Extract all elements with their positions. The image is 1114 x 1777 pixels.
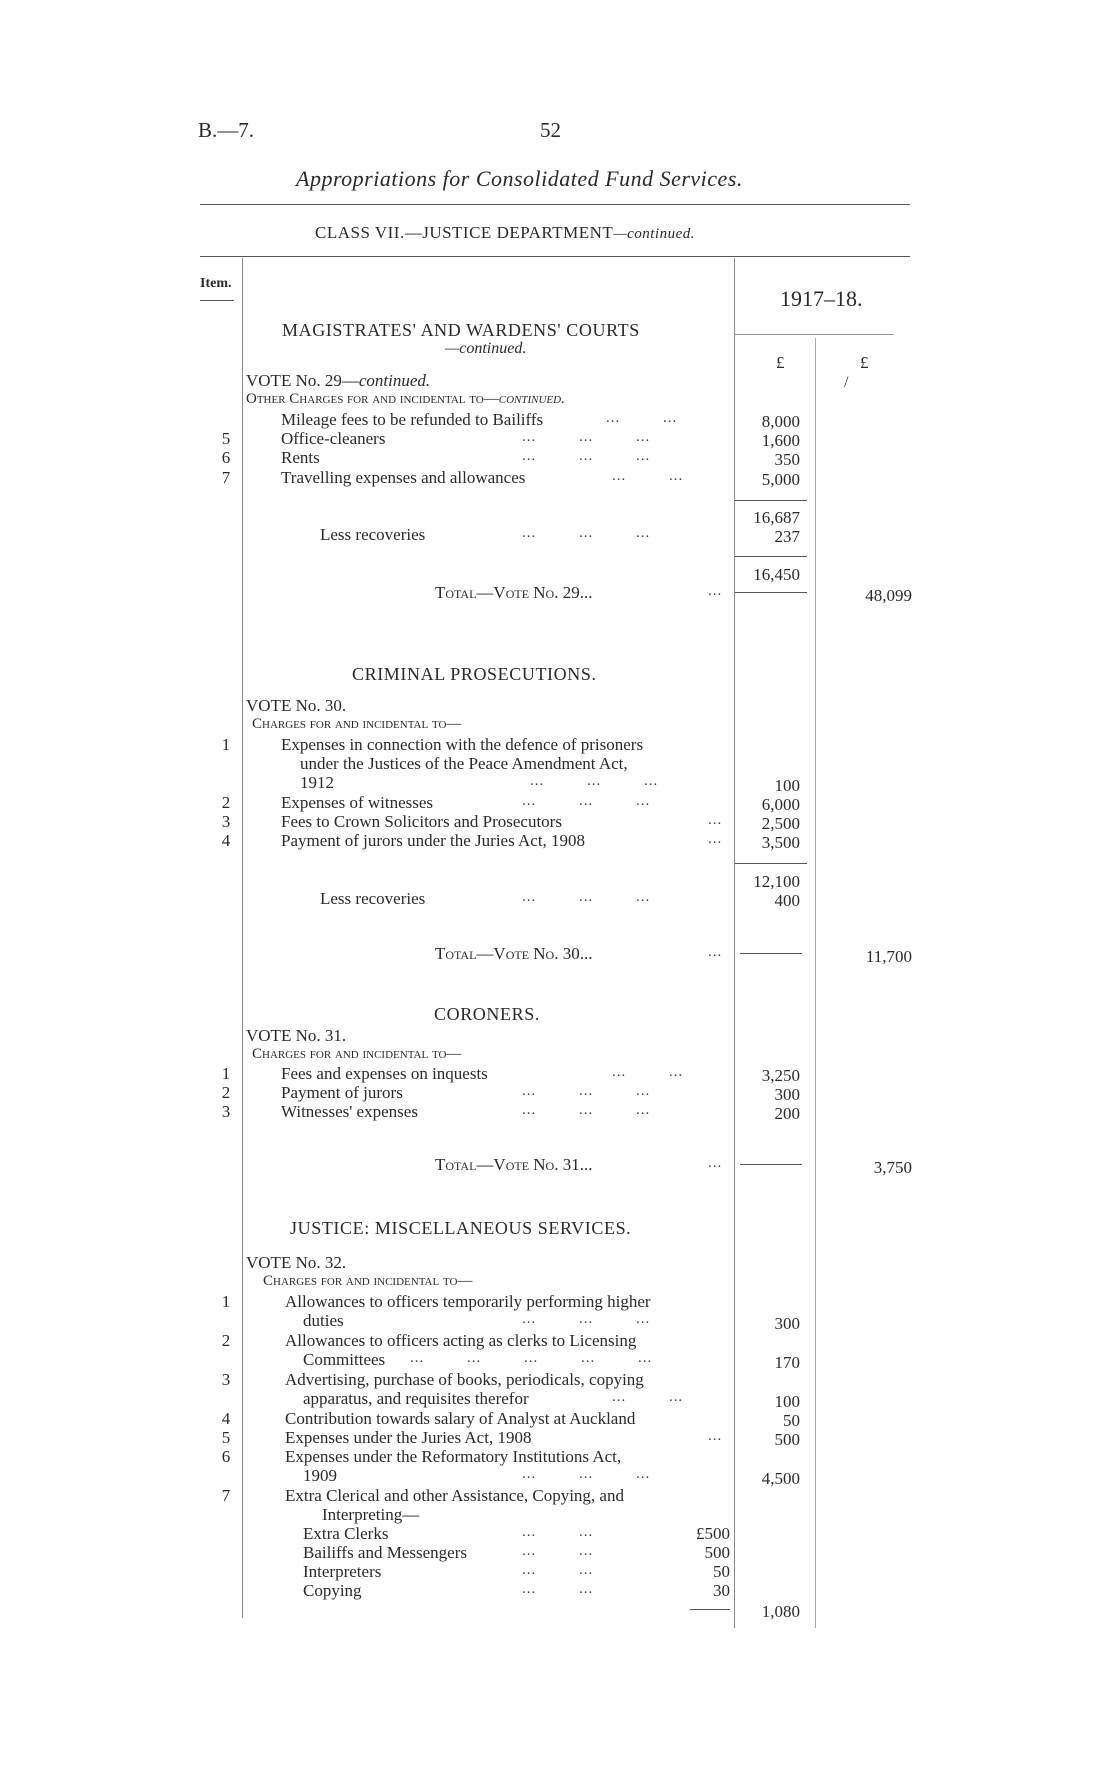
leader-dots: ... ... <box>612 1389 684 1405</box>
s4-heading: JUSTICE: MISCELLANEOUS SERVICES. <box>290 1218 632 1238</box>
s4-sub-amount: £500 <box>696 1524 730 1543</box>
s1-less-label: Less recoveries <box>320 525 426 544</box>
s4-vote: VOTE No. 32. <box>246 1253 347 1272</box>
item-label-rule <box>200 300 234 301</box>
page-title: Appropriations for Consolidated Fund Services. <box>296 166 743 191</box>
s2-total: 11,700 <box>865 947 912 966</box>
leader-dots: ... ... ... <box>522 1311 651 1327</box>
s4-sub-label: Interpreters <box>303 1562 382 1581</box>
leader-dots: ... ... ... <box>522 889 651 905</box>
pen-mark: / <box>844 374 849 391</box>
s4-sub-amount: 30 <box>713 1581 730 1600</box>
item-col-divider <box>242 258 243 1618</box>
leader-dots: ... ... ... <box>522 1083 651 1099</box>
currency-symbol-amount: £ <box>776 353 785 372</box>
s2-heading: CRIMINAL PROSECUTIONS. <box>352 664 597 684</box>
s4-sub-label: Bailiffs and Messengers <box>303 1543 467 1562</box>
s4-sub-amount: 500 <box>704 1543 730 1562</box>
s4-item-label: 1909 <box>303 1466 337 1485</box>
s4-item-no: 1 <box>221 1292 231 1311</box>
s4-item-label: Contribution towards salary of Analyst at Auckland <box>285 1409 636 1428</box>
s2-item-amount: 2,500 <box>761 814 800 833</box>
leader-dots: ... <box>708 944 723 960</box>
s1-vote: VOTE No. 29—continued. <box>246 371 431 390</box>
total-col-divider <box>815 338 816 1628</box>
s4-charges: Charges for and incidental to— <box>263 1273 473 1289</box>
s2-total-label: Total—Vote No. 30... <box>435 944 593 963</box>
s3-item-label: Witnesses' expenses <box>281 1102 418 1121</box>
leader-dots: ... <box>708 583 723 599</box>
s3-item-no: 1 <box>221 1064 231 1083</box>
leader-dots: ... ... <box>612 1064 684 1080</box>
s1-total-label: Total—Vote No. 29... <box>435 583 593 602</box>
s4-item-no: 7 <box>221 1486 231 1505</box>
s1-item-label: Rents <box>281 448 320 467</box>
subtotal-rule <box>735 863 807 864</box>
s2-item-label: Expenses in connection with the defence of prisoners <box>281 735 644 754</box>
leader-dots: ... <box>708 831 723 847</box>
leader-dots: ... ... <box>522 1562 594 1578</box>
page-ref: B.—7. <box>198 118 255 142</box>
currency-symbol-total: £ <box>860 353 869 372</box>
s2-item-no: 1 <box>221 735 231 754</box>
title-rule <box>200 204 910 205</box>
s3-charges: Charges for and incidental to— <box>252 1046 462 1062</box>
s1-item-amount: 8,000 <box>761 412 800 431</box>
s3-total: 3,750 <box>873 1158 912 1177</box>
s2-vote: VOTE No. 30. <box>246 696 347 715</box>
s4-sub-total: 1,080 <box>761 1602 800 1621</box>
s4-item-label: Expenses under the Reformatory Institutions Act, <box>285 1447 622 1466</box>
s3-item-label: Payment of jurors <box>281 1083 403 1102</box>
s4-item-amount: 300 <box>774 1314 800 1333</box>
s4-item-no: 5 <box>221 1428 231 1447</box>
s4-item-amount: 170 <box>774 1353 800 1372</box>
s4-item-amount: 4,500 <box>761 1469 800 1488</box>
s4-item-label: apparatus, and requisites therefor <box>303 1389 529 1408</box>
class-heading: CLASS VII.—JUSTICE DEPARTMENT—continued. <box>315 223 696 242</box>
s4-item-label: Extra Clerical and other Assistance, Copying, and <box>285 1486 624 1505</box>
s3-total-label: Total—Vote No. 31... <box>435 1155 593 1174</box>
s1-net: 16,450 <box>753 565 800 584</box>
s4-item-no: 4 <box>221 1409 231 1428</box>
leader-dots: ... ... ... <box>522 793 651 809</box>
s4-sub-label: Copying <box>303 1581 362 1600</box>
s1-less-amount: 237 <box>774 527 800 546</box>
s2-less-amount: 400 <box>774 891 800 910</box>
s1-item-no: 5 <box>221 429 231 448</box>
s2-item-label: under the Justices of the Peace Amendment Act, <box>300 754 628 773</box>
leader-dots: ... ... <box>606 410 678 426</box>
s4-item-amount: 500 <box>774 1430 800 1449</box>
total-rule <box>740 953 802 954</box>
s4-item-no: 3 <box>221 1370 231 1389</box>
s2-item-label: Expenses of witnesses <box>281 793 434 812</box>
s2-item-amount: 6,000 <box>761 795 800 814</box>
net-underline <box>735 592 807 593</box>
s4-sub-amount: 50 <box>713 1562 730 1581</box>
s4-item-label: Advertising, purchase of books, periodicals, copying <box>285 1370 644 1389</box>
leader-dots: ... ... ... ... ... <box>410 1350 653 1366</box>
s4-sub-label: Extra Clerks <box>303 1524 389 1543</box>
s1-item-label: Mileage fees to be refunded to Bailiffs <box>281 410 544 429</box>
leader-dots: ... <box>708 1428 723 1444</box>
s2-item-amount: 100 <box>774 776 800 795</box>
s2-item-label: Fees to Crown Solicitors and Prosecutors <box>281 812 562 831</box>
sub-total-rule <box>690 1609 730 1610</box>
leader-dots: ... ... ... <box>522 429 651 445</box>
s3-heading: CORONERS. <box>434 1004 540 1024</box>
s1-item-no: 7 <box>221 468 231 487</box>
leader-dots: ... <box>708 812 723 828</box>
s1-item-label: Travelling expenses and allowances <box>281 468 526 487</box>
s4-item-label: Committees <box>303 1350 386 1369</box>
s1-item-amount: 5,000 <box>761 470 800 489</box>
s3-item-amount: 3,250 <box>761 1066 800 1085</box>
s2-item-no: 2 <box>221 793 231 812</box>
s1-item-amount: 350 <box>774 450 800 469</box>
s2-item-label: 1912 <box>300 773 334 792</box>
s1-subtotal: 16,687 <box>753 508 800 527</box>
s2-item-label: Payment of jurors under the Juries Act, 1908 <box>281 831 586 850</box>
s4-item-label: duties <box>303 1311 344 1330</box>
s3-vote: VOTE No. 31. <box>246 1026 347 1045</box>
s4-item-label: Allowances to officers acting as clerks to Licensing <box>285 1331 637 1350</box>
s3-item-no: 3 <box>221 1102 231 1121</box>
leader-dots: ... ... ... <box>522 525 651 541</box>
leader-dots: ... ... <box>612 468 684 484</box>
s3-item-no: 2 <box>221 1083 231 1102</box>
class-rule <box>200 256 910 257</box>
s3-item-amount: 300 <box>774 1085 800 1104</box>
item-col-label: Item. <box>200 276 232 291</box>
leader-dots: ... ... ... <box>522 448 651 464</box>
s1-item-amount: 1,600 <box>761 431 800 450</box>
year-rule <box>734 334 894 335</box>
s4-item-amount: 100 <box>774 1392 800 1411</box>
leader-dots: ... ... ... <box>522 1102 651 1118</box>
s2-less-label: Less recoveries <box>320 889 426 908</box>
page-number: 52 <box>540 118 561 142</box>
s1-item-no: 6 <box>221 448 231 467</box>
leader-dots: ... <box>708 1155 723 1171</box>
s2-subtotal: 12,100 <box>753 872 800 891</box>
s4-item-label: Interpreting— <box>322 1505 420 1524</box>
leader-dots: ... ... <box>522 1581 594 1597</box>
s2-charges: Charges for and incidental to— <box>252 716 462 732</box>
s3-item-label: Fees and expenses on inquests <box>281 1064 488 1083</box>
s1-subheading: —continued. <box>445 340 527 357</box>
leader-dots: ... ... <box>522 1543 594 1559</box>
s2-item-no: 4 <box>221 831 231 850</box>
s2-item-no: 3 <box>221 812 231 831</box>
total-rule <box>740 1164 802 1165</box>
s4-item-label: Allowances to officers temporarily performing higher <box>285 1292 651 1311</box>
s4-item-no: 6 <box>221 1447 231 1466</box>
amount-col-divider <box>734 258 735 1628</box>
s4-item-amount: 50 <box>783 1411 800 1430</box>
s1-charges: Other Charges for and incidental to—continued. <box>246 391 565 407</box>
s1-total: 48,099 <box>865 586 912 605</box>
subtotal-rule <box>735 500 807 501</box>
s4-item-no: 2 <box>221 1331 231 1350</box>
year-heading: 1917–18. <box>780 286 863 311</box>
s4-item-label: Expenses under the Juries Act, 1908 <box>285 1428 532 1447</box>
s1-heading: MAGISTRATES' AND WARDENS' COURTS <box>282 320 640 340</box>
s2-item-amount: 3,500 <box>761 833 800 852</box>
s1-item-label: Office-cleaners <box>281 429 386 448</box>
net-rule <box>735 556 807 557</box>
leader-dots: ... ... ... <box>530 773 659 789</box>
s3-item-amount: 200 <box>774 1104 800 1123</box>
leader-dots: ... ... <box>522 1524 594 1540</box>
leader-dots: ... ... ... <box>522 1466 651 1482</box>
